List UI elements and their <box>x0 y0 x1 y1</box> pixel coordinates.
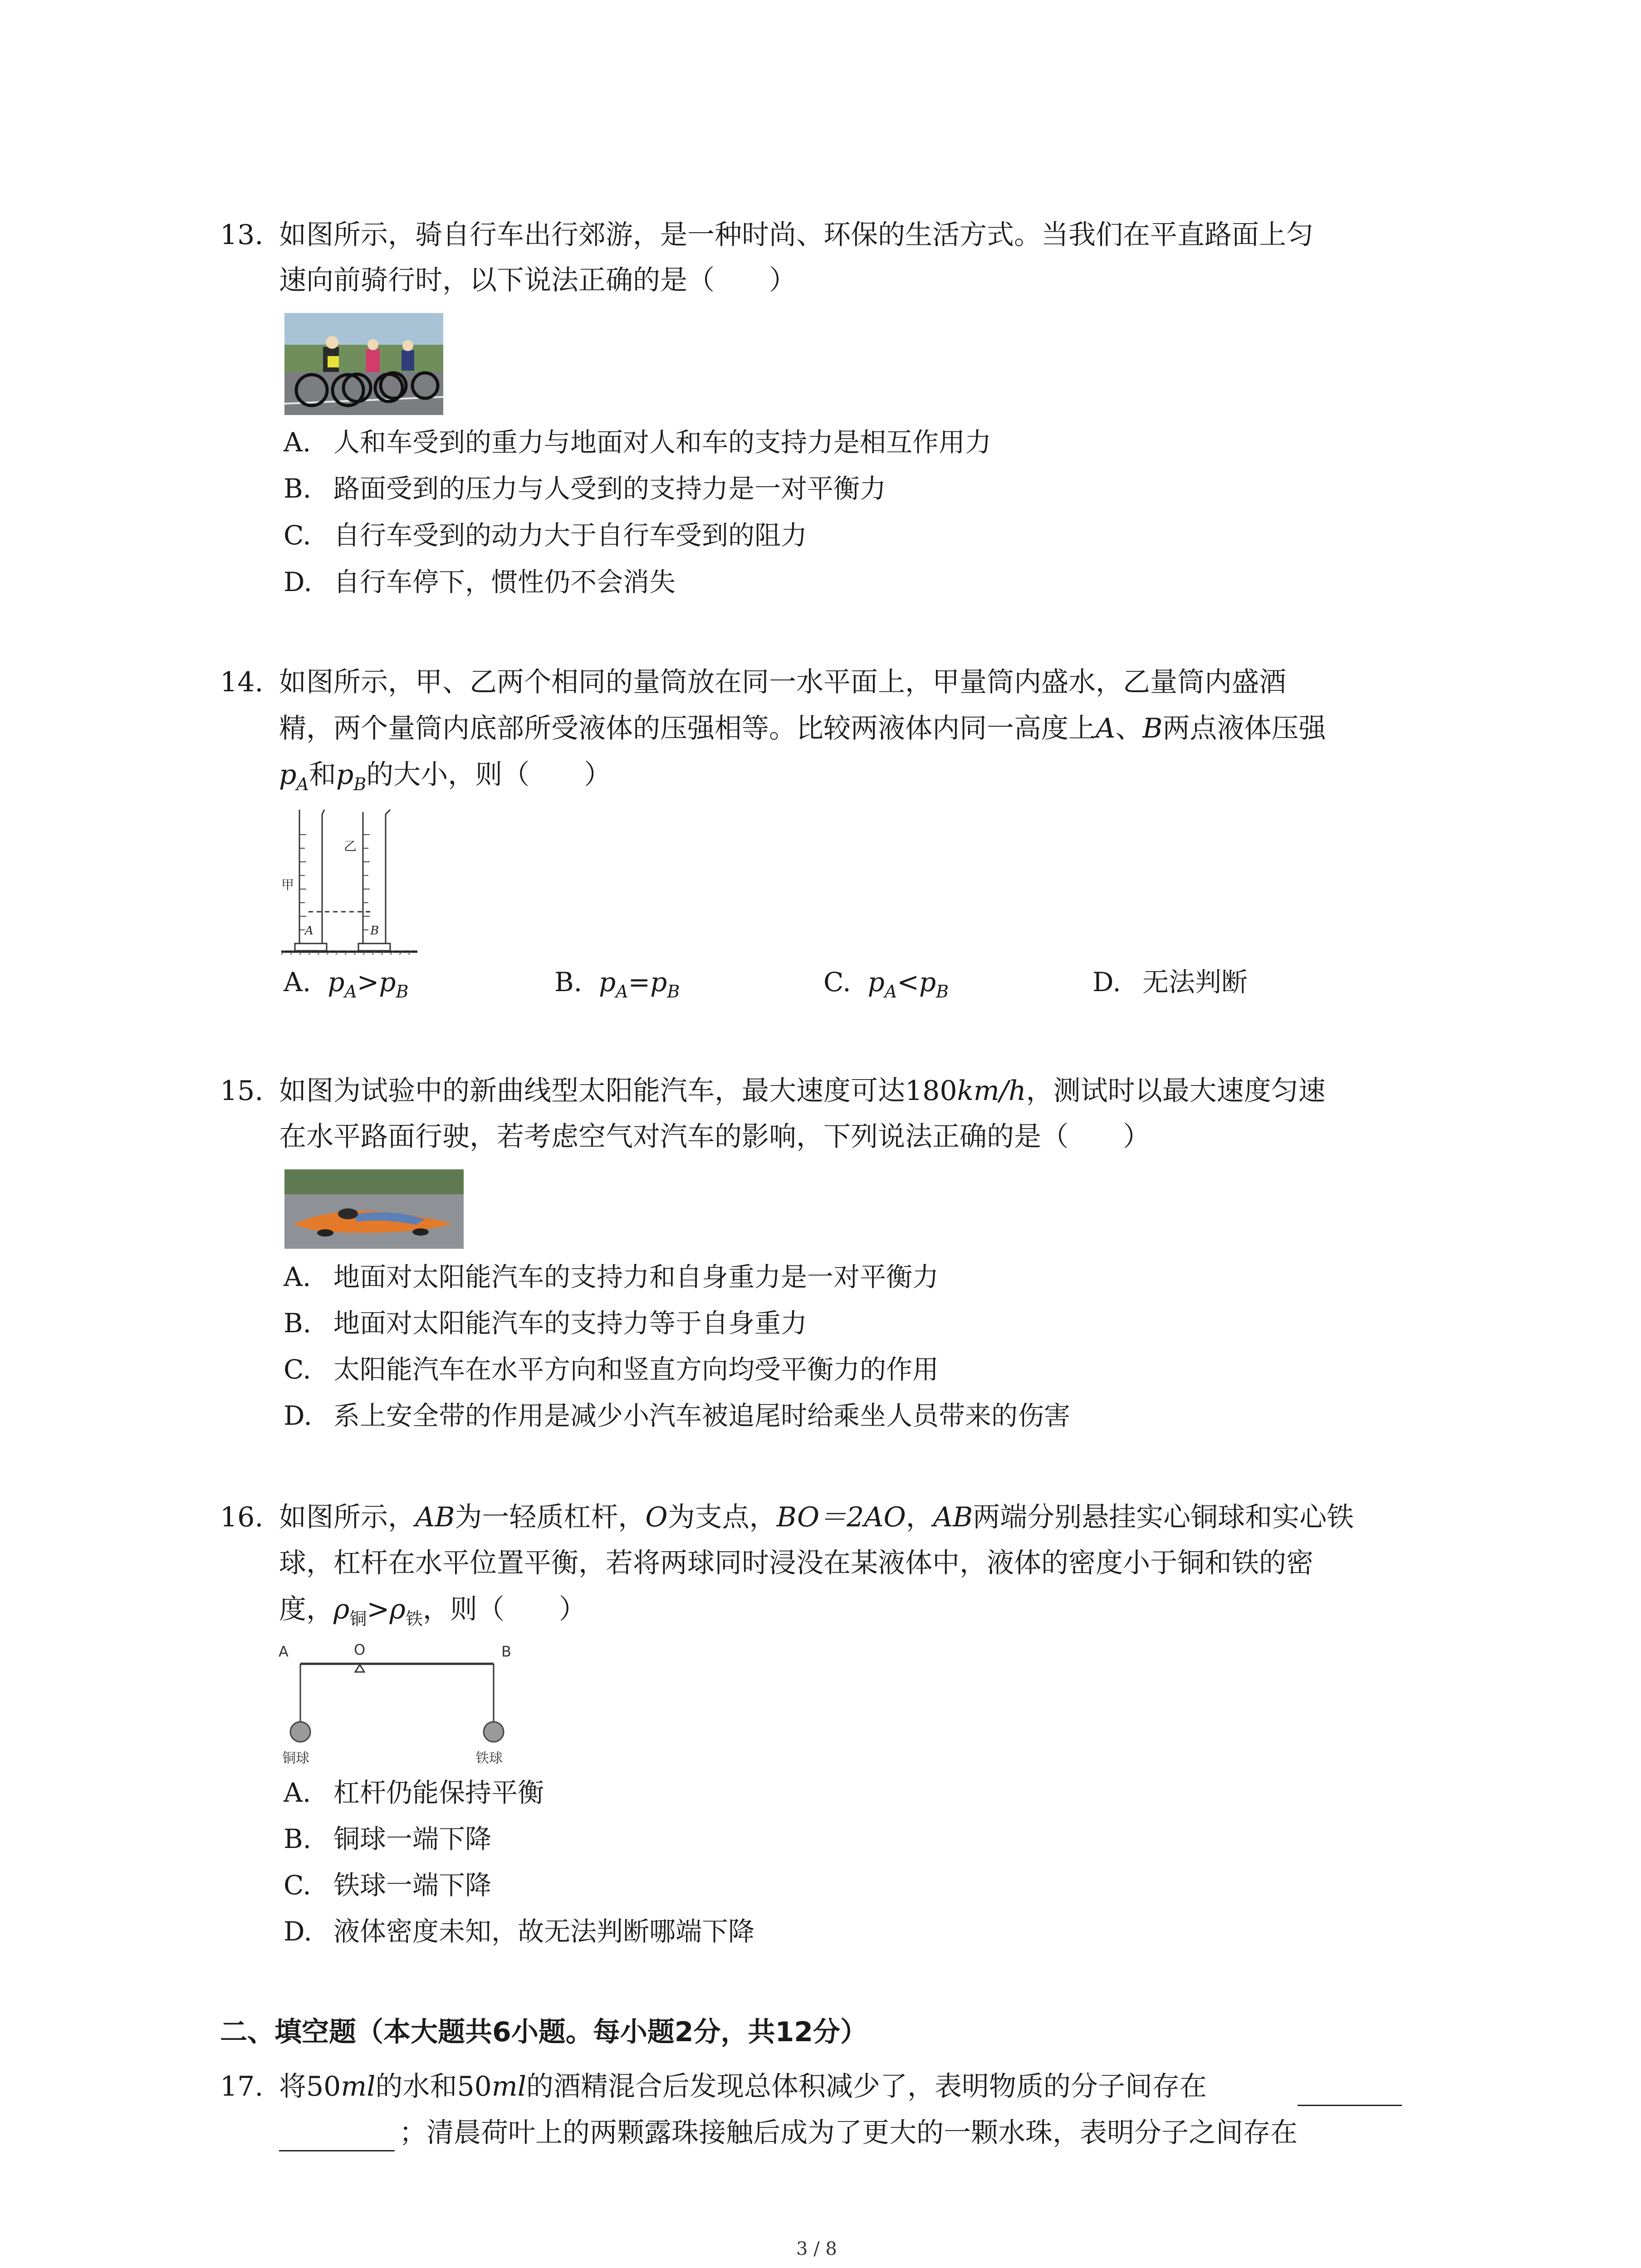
q15-stem-line2: 在水平路面行驶，若考虑空气对汽车的影响，下列说法正确的是（ ） <box>279 1121 1150 1153</box>
lever-label-copper-ball: 铜球 <box>282 1750 309 1766</box>
q14-option-a[interactable]: A. $p_A>p_B$ <box>284 967 409 1002</box>
q17-blank-1-part2[interactable] <box>279 2123 395 2151</box>
q16-option-c[interactable]: C. 铁球一端下降 <box>284 1870 492 1901</box>
q14-option-d[interactable]: D. 无法判断 <box>1092 967 1248 997</box>
q13-number: 13. <box>220 219 264 251</box>
q17-blank-1-part1[interactable] <box>1298 2077 1402 2106</box>
q16-option-a[interactable]: A. 杠杆仍能保持平衡 <box>284 1777 544 1808</box>
page-number: 3 / 8 <box>796 2239 837 2259</box>
q14-option-c[interactable]: C. $p_A<p_B$ <box>823 967 949 1002</box>
q13-option-a[interactable]: A. 人和车受到的重力与地面对人和车的支持力是相互作用力 <box>284 427 992 458</box>
cylinder-label-jia: 甲 <box>281 877 294 892</box>
q17-stem-line2: ；清晨荷叶上的两颗露珠接触后成为了更大的一颗水珠，表明分子之间存在 <box>399 2117 1298 2149</box>
q14-number: 14. <box>220 666 264 698</box>
lever-label-a: A <box>279 1643 289 1660</box>
q14-stem-line3: $p_A$和$p_B$的大小，则（ ） <box>279 759 612 794</box>
lever-diagram <box>277 1641 517 1768</box>
q14-stem-line2: 精，两个量筒内底部所受液体的压强相等。比较两液体内同一高度上A、B两点液体压强 <box>279 713 1326 744</box>
q16-stem-line2: 球，杠杆在水平位置平衡，若将两球同时浸没在某液体中，液体的密度小于铜和铁的密 <box>279 1547 1313 1579</box>
q15-option-d[interactable]: D. 系上安全带的作用是减少小汽车被追尾时给乘坐人员带来的伤害 <box>284 1400 1071 1431</box>
lever-label-b: B <box>501 1643 511 1660</box>
solar-car-photo <box>284 1169 464 1249</box>
q13-stem-line2: 速向前骑行时，以下说法正确的是（ ） <box>279 264 796 296</box>
section-heading-fill-in: 二、填空题（本大题共6小题。每小题2分，共12分） <box>220 2016 867 2048</box>
q15-stem-line1: 如图为试验中的新曲线型太阳能汽车，最大速度可达180km/h，测试时以最大速度匀速 <box>279 1075 1326 1107</box>
q15-number: 15. <box>220 1075 264 1107</box>
q15-option-b[interactable]: B. 地面对太阳能汽车的支持力等于自身重力 <box>284 1308 808 1339</box>
point-label-a: A <box>305 924 314 938</box>
cylinders-diagram <box>281 807 417 955</box>
q16-stem-line3: 度，$\rho_铜>\rho_铁$，则（ ） <box>279 1593 586 1629</box>
q17-stem-line1: 将50ml的水和50ml的酒精混合后发现总体积减少了，表明物质的分子间存在 <box>279 2071 1207 2102</box>
q15-option-c[interactable]: C. 太阳能汽车在水平方向和竖直方向均受平衡力的作用 <box>284 1354 939 1385</box>
q15-option-a[interactable]: A. 地面对太阳能汽车的支持力和自身重力是一对平衡力 <box>284 1261 939 1292</box>
q13-option-c[interactable]: C. 自行车受到的动力大于自行车受到的阻力 <box>284 520 808 551</box>
q14-stem-line1: 如图所示，甲、乙两个相同的量筒放在同一水平面上，甲量筒内盛水，乙量筒内盛酒 <box>279 666 1286 698</box>
q13-option-d[interactable]: D. 自行车停下，惯性仍不会消失 <box>284 567 676 597</box>
q16-option-d[interactable]: D. 液体密度未知，故无法判断哪端下降 <box>284 1916 755 1947</box>
cyclists-photo <box>284 313 443 415</box>
lever-label-iron-ball: 铁球 <box>475 1750 503 1766</box>
q17-number: 17. <box>220 2071 264 2102</box>
q16-number: 16. <box>220 1501 264 1533</box>
q13-stem-line1: 如图所示，骑自行车出行郊游，是一种时尚、环保的生活方式。当我们在平直路面上匀 <box>279 219 1313 251</box>
q16-option-b[interactable]: B. 铜球一端下降 <box>284 1823 492 1854</box>
lever-label-o: O <box>354 1641 366 1658</box>
q13-option-b[interactable]: B. 路面受到的压力与人受到的支持力是一对平衡力 <box>284 473 887 504</box>
q16-stem-line1: 如图所示，AB为一轻质杠杆，O为支点，BO＝2AO，AB两端分别悬挂实心铜球和实心铁 <box>279 1501 1354 1533</box>
point-label-b: B <box>370 924 379 938</box>
q14-option-b[interactable]: B. $p_A=p_B$ <box>554 967 680 1002</box>
cylinder-label-yi: 乙 <box>344 839 357 854</box>
